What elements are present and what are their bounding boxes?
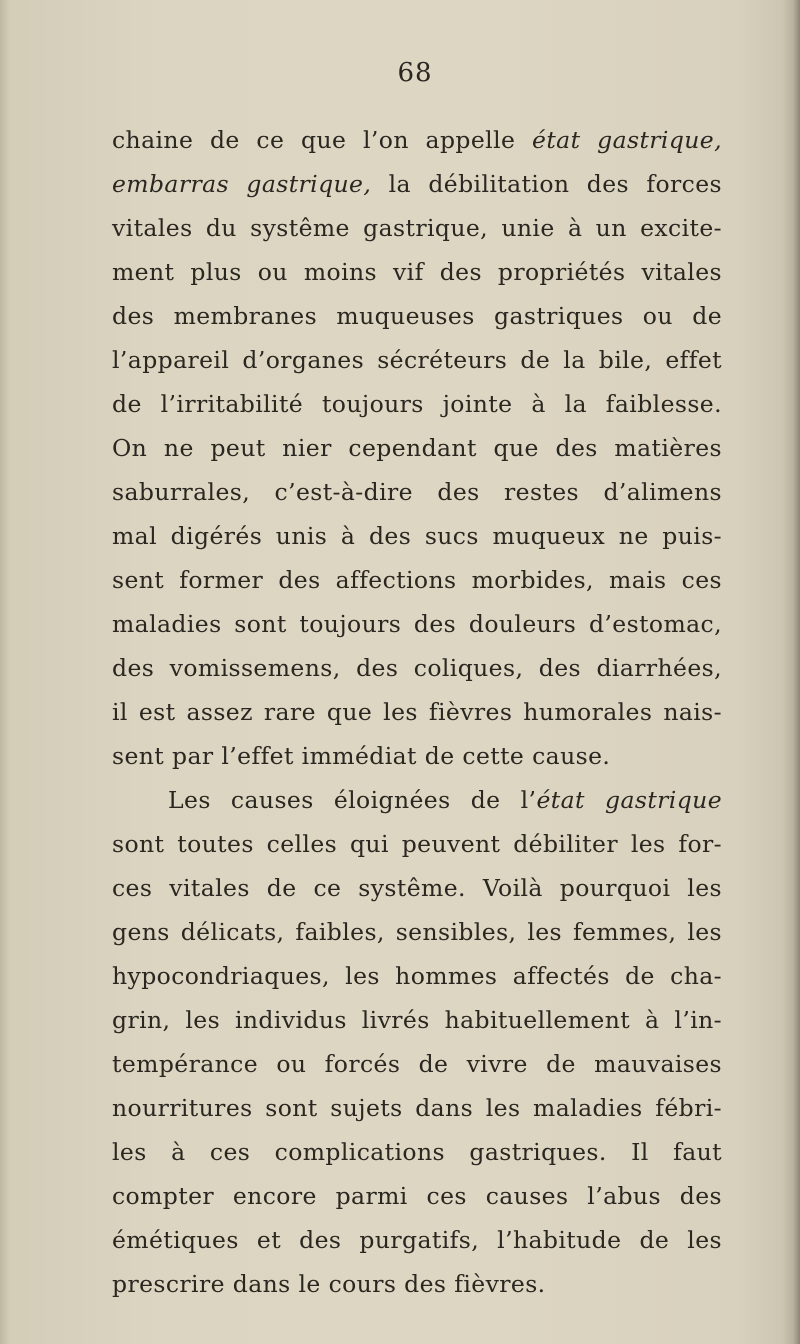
text-line: ment plus ou moins vif des propriétés vitales: [112, 258, 722, 286]
text-line: ces vitales de ce systême. Voilà pourquoi les: [112, 874, 722, 902]
text-line: On ne peut nier cependant que des matières: [112, 434, 722, 462]
text-line: grin, les individus livrés habituellement à l’in-: [112, 1006, 722, 1034]
text-line: chaine de ce que l’on appelle état gastrique,: [112, 126, 722, 154]
text-line: émétiques et des purgatifs, l’habitude de les: [112, 1226, 722, 1254]
italic-term: état gastrique,: [532, 126, 722, 154]
text-line: compter encore parmi ces causes l’abus des: [112, 1182, 722, 1210]
text-line: les à ces complications gastriques. Il faut: [112, 1138, 722, 1166]
text-line: saburrales, c’est-à-dire des restes d’alimens: [112, 478, 722, 506]
text-line: sont toutes celles qui peuvent débiliter les for-: [112, 830, 722, 858]
text-line: maladies sont toujours des douleurs d’estomac,: [112, 610, 722, 638]
text-line: il est assez rare que les fièvres humorales nais-: [112, 698, 722, 726]
text-line: de l’irritabilité toujours jointe à la faiblesse.: [112, 390, 722, 418]
text-line: des membranes muqueuses gastriques ou de: [112, 302, 722, 330]
text-line: vitales du systême gastrique, unie à un excite-: [112, 214, 722, 242]
text-line: sent former des affections morbides, mais ces: [112, 566, 722, 594]
italic-term: état gastrique: [536, 786, 722, 814]
italic-term: embarras gastrique,: [112, 170, 372, 198]
body-text: [112, 118, 722, 1306]
text-line: sent par l’effet immédiat de cette cause.: [112, 742, 611, 770]
text-line: mal digérés unis à des sucs muqueux ne puis-: [112, 522, 722, 550]
text-line: tempérance ou forcés de vivre de mauvaises: [112, 1050, 722, 1078]
text-line: prescrire dans le cours des fièvres.: [112, 1270, 546, 1298]
text-line: gens délicats, faibles, sensibles, les femmes, les: [112, 918, 722, 946]
text-line: Les causes éloignées de l’état gastrique: [168, 786, 722, 814]
text-line: hypocondriaques, les hommes affectés de cha-: [112, 962, 722, 990]
text-line: l’appareil d’organes sécréteurs de la bile, effet: [112, 346, 722, 374]
text-line: embarras gastrique, la débilitation des forces: [112, 170, 722, 198]
text-line: nourritures sont sujets dans les maladies fébri-: [112, 1094, 722, 1122]
text-line: des vomissemens, des coliques, des diarrhées,: [112, 654, 722, 682]
page-number: 68: [397, 58, 433, 88]
